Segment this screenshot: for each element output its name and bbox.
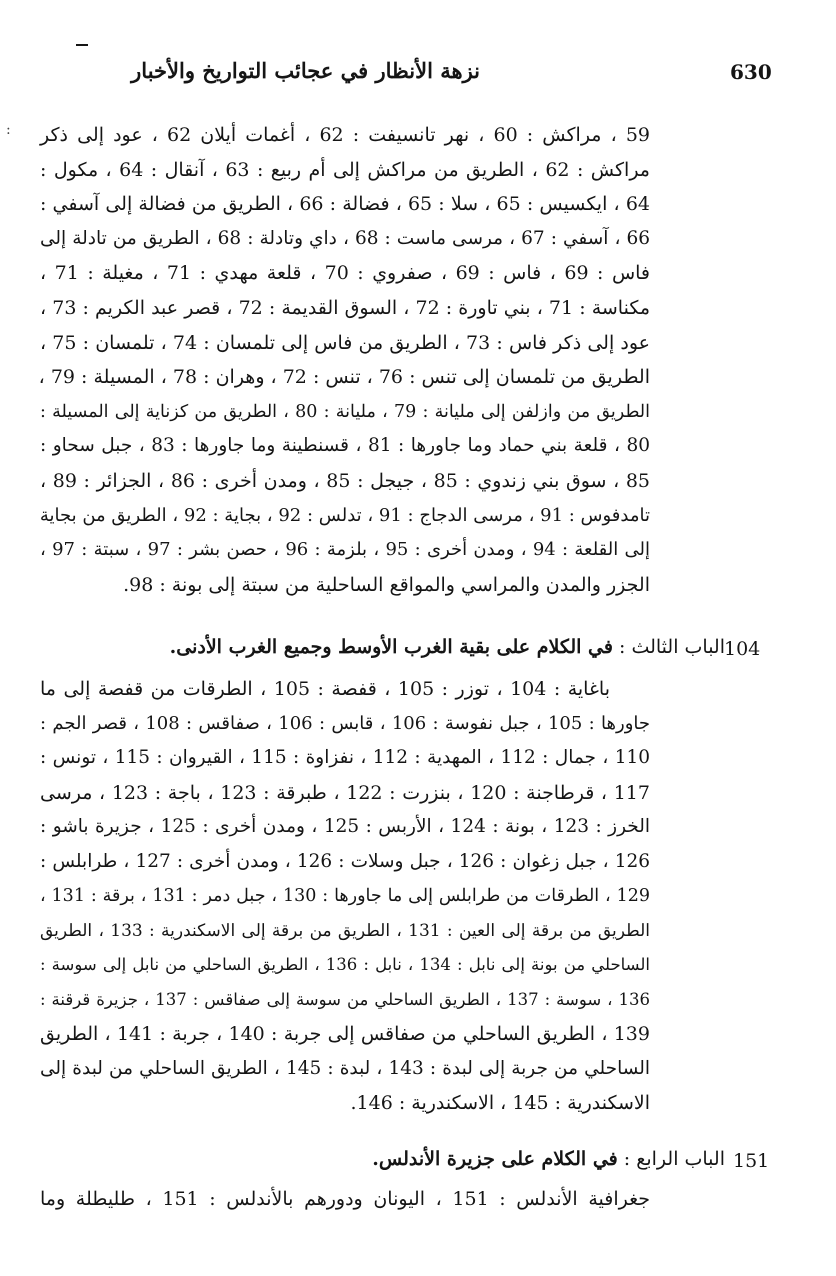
index-line: إلى القلعة : 94 ، ومدن أخرى : 95 ، بلزمة : 96 ، حصن بشر : 97 ، سبتة : 97 ، [40, 539, 651, 561]
index-line: 59 ، مراكش : 60 ، نهر تانسيفت : 62 ، أغمات أيلان 62 ، عود إلى ذكر [40, 124, 650, 146]
index-line: جاورها : 105 ، جبل نفوسة : 106 ، قابس : 106 ، صفاقس : 108 ، قصر الجم : [40, 712, 650, 734]
index-line: 136 ، سوسة : 137 ، الطريق الساحلي من سوسة إلى صفاقس : 137 ، جزيرة قرقنة : [40, 989, 650, 1009]
index-line: الطريق من برقة إلى العين : 131 ، الطريق من برقة إلى الاسكندرية : 133 ، الطريق [40, 920, 650, 941]
chapter-three-page-number: 104 [724, 638, 761, 660]
index-paragraph-chapter-four [40, 1182, 650, 1216]
index-line: تامدفوس : 91 ، مرسى الدجاج : 91 ، تدلس : 92 ، بجاية : 92 ، الطريق من بجاية [39, 504, 650, 526]
chapter-four-label: الباب الرابع : [623, 1148, 725, 1170]
index-paragraph-chapter-three [40, 672, 650, 1121]
index-line: 66 ، آسفي : 67 ، مرسى ماست : 68 ، داي وتادلة : 68 ، الطريق من تادلة إلى [40, 227, 650, 249]
index-line: باغاية : 104 ، توزر : 105 ، قفصة : 105 ، الطرقات من قفصة إلى ما [40, 678, 610, 700]
chapter-three-title: في الكلام على بقية الغرب الأوسط وجميع الغرب الأدنى. [169, 636, 613, 658]
running-header-title: نزهة الأنظار في عجائب التواريخ والأخبار [131, 58, 480, 83]
index-line: 117 ، قرطاجنة : 120 ، بنزرت : 122 ، طبرقة : 123 ، باجة : 123 ، مرسى [40, 781, 650, 804]
index-line: عود إلى ذكر فاس : 73 ، الطريق من فاس إلى تلمسان : 74 ، تلمسان : 75 ، [40, 331, 651, 354]
index-line: الطريق من تلمسان إلى تنس : 76 ، تنس : 72 ، وهران : 78 ، المسيلة : 79 ، [38, 366, 650, 389]
chapter-four-title: في الكلام على جزيرة الأندلس. [372, 1148, 618, 1170]
index-line: 139 ، الطريق الساحلي من صفاقس إلى جربة : 140 ، جربة : 141 ، الطريق [40, 1023, 650, 1045]
index-line: الساحلي من جربة إلى لبدة : 143 ، لبدة : 145 ، الطريق الساحلي من لبدة إلى [40, 1057, 650, 1079]
index-line: 110 ، جمال : 112 ، المهدية : 112 ، نفزاوة : 115 ، القيروان : 115 ، تونس : [40, 747, 650, 768]
index-line: 80 ، قلعة بني حماد وما جاورها : 81 ، قسنطينة وما جاورها : 83 ، جبل سحاو : [40, 435, 650, 457]
index-line: جغرافية الأندلس : 151 ، اليونان ودورهم بالأندلس : 151 ، طليطلة وما [40, 1188, 650, 1210]
index-paragraph-chapter-two [40, 118, 650, 602]
index-line: الجزر والمدن والمراسي والمواقع الساحلية من سبتة إلى بونة : 98. [123, 573, 650, 596]
index-line: 126 ، جبل زغوان : 126 ، جبل وسلات : 126 ، ومدن أخرى : 127 ، طرابلس : [40, 850, 650, 872]
margin-mark: : [6, 122, 11, 138]
header-rule-mark [76, 44, 88, 46]
chapter-three-heading [40, 636, 725, 658]
chapter-four-heading [40, 1148, 725, 1170]
index-line: الطريق من وازلفن إلى مليانة : 79 ، مليانة : 80 ، الطريق من كزناية إلى المسيلة : [40, 401, 650, 422]
page-number: 630 [730, 60, 772, 84]
index-line: مراكش : 62 ، الطريق من مراكش إلى أم ربيع : 63 ، آنقال : 64 ، مكول : [40, 158, 650, 181]
index-line: 64 ، ايكسيس : 65 ، سلا : 65 ، فضالة : 66 ، الطريق من فضالة إلى آسفي : [40, 193, 650, 216]
index-line: فاس : 69 ، فاس : 69 ، صفروي : 70 ، قلعة مهدي : 71 ، مغيلة : 71 ، [40, 262, 651, 285]
index-line: مكناسة : 71 ، بني تاورة : 72 ، السوق القديمة : 72 ، قصر عبد الكريم : 73 ، [40, 296, 650, 319]
index-line: الساحلي من بونة إلى نابل : 134 ، نابل : 136 ، الطريق الساحلي من نابل إلى سوسة : [40, 955, 651, 974]
index-line: 85 ، سوق بني زندوي : 85 ، جيجل : 85 ، ومدن أخرى : 86 ، الجزائر : 89 ، [40, 469, 651, 492]
chapter-four-page-number: 151 [733, 1150, 770, 1172]
index-line: 129 ، الطرقات من طرابلس إلى ما جاورها : 130 ، جبل دمر : 131 ، برقة : 131 ، [40, 886, 650, 906]
index-line: الاسكندرية : 145 ، الاسكندرية : 146. [350, 1092, 650, 1114]
chapter-three-label: الباب الثالث : [619, 636, 725, 658]
index-line: الخرز : 123 ، بونة : 124 ، الأربس : 125 ، ومدن أخرى : 125 ، جزيرة باشو : [40, 816, 651, 837]
